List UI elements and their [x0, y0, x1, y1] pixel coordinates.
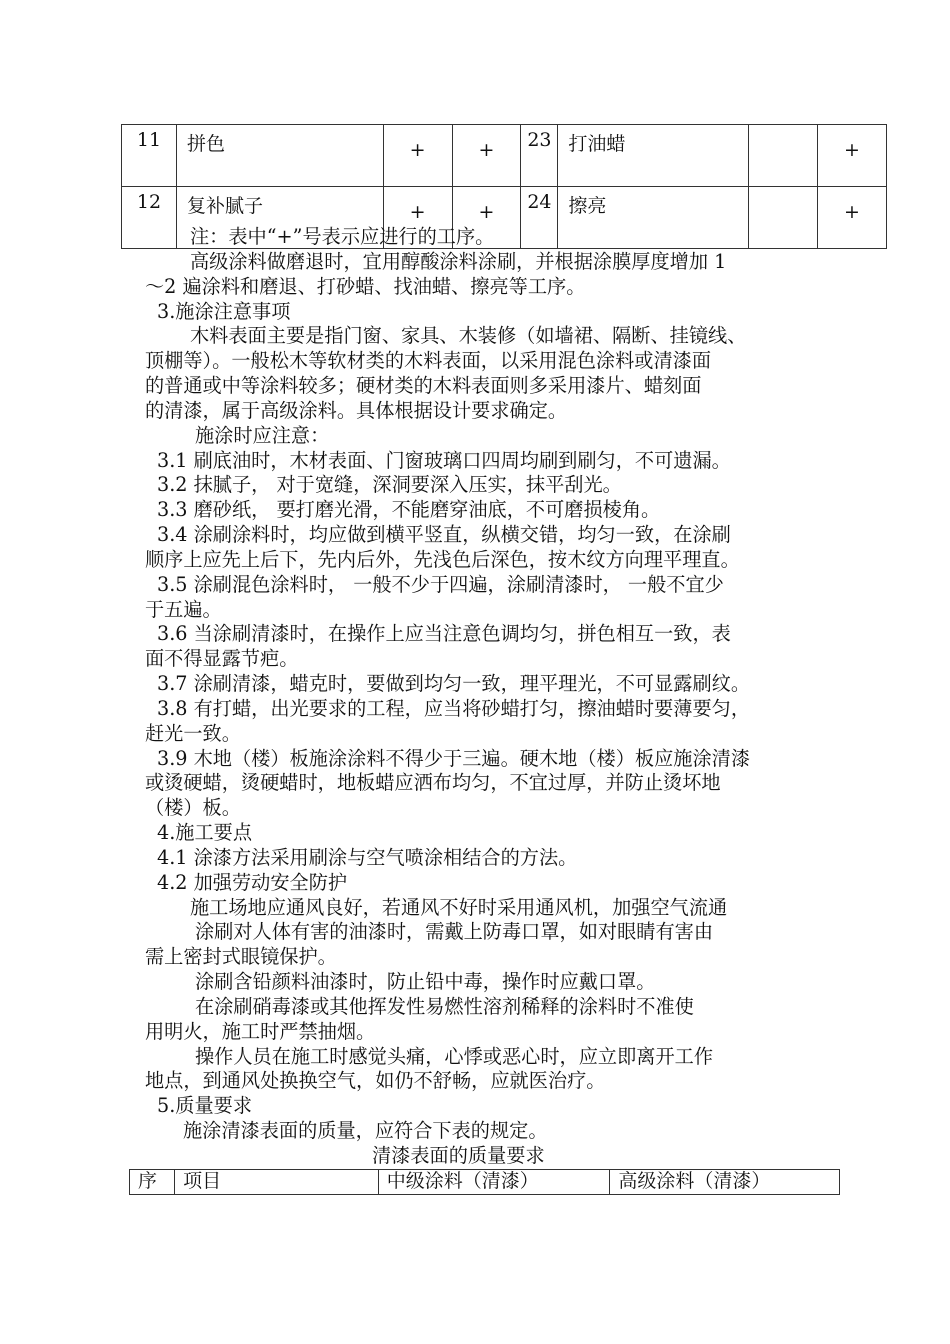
step-name: 擦亮 — [558, 187, 749, 249]
step-mark: + — [452, 125, 521, 187]
quality-table — [129, 1169, 840, 1195]
step-mark: + — [818, 187, 887, 249]
paragraph-line: 4.1 涂漆方法采用刷涂与空气喷涂相结合的方法。 — [157, 846, 578, 869]
paragraph-line: 的普通或中等涂料较多；硬材类的木料表面则多采用漆片、蜡刻面 — [145, 374, 702, 397]
paragraph-line: 顺序上应先上后下，先内后外，先浅色后深色，按木纹方向理平理直。 — [145, 548, 740, 571]
paragraph-line: 用明火，施工时严禁抽烟。 — [145, 1020, 376, 1043]
table-header-row — [130, 1170, 840, 1195]
paragraph-line: 施涂时应注意： — [195, 424, 330, 447]
section-heading: 5.质量要求 — [157, 1094, 253, 1117]
paragraph-line: 3.1 刷底油时，木材表面、门窗玻璃口四周均刷到刷匀，不可遗漏。 — [157, 449, 731, 472]
paragraph-line: 在涂刷硝毒漆或其他挥发性易燃性溶剂稀释的涂料时不准使 — [195, 995, 694, 1018]
paragraph-line: 3.8 有打蜡，出光要求的工程，应当将砂蜡打匀，擦油蜡时要薄要匀， — [157, 697, 751, 720]
paragraph-line: 涂刷对人体有害的油漆时，需戴上防毒口罩，如对眼睛有害由 — [195, 920, 714, 943]
section-heading: 4.施工要点 — [157, 821, 253, 844]
column-header: 项目 — [175, 1170, 379, 1195]
paragraph-line: 施工场地应通风良好，若通风不好时采用通风机，加强空气流通 — [190, 896, 728, 919]
paragraph-line: 顶棚等）。一般松木等软材类的木料表面，以采用混色涂料或清漆面 — [145, 349, 712, 372]
paragraph-line: 3.3 磨砂纸， 要打磨光滑，不能磨穿油底，不可磨损棱角。 — [157, 498, 661, 521]
step-mark — [749, 187, 818, 249]
step-name: 打油蜡 — [558, 125, 749, 187]
paragraph-line: 于五遍。 — [145, 598, 222, 621]
paragraph-line: 的清漆，属于高级涂料。具体根据设计要求确定。 — [145, 399, 568, 422]
paragraph-line: 面不得显露节疤。 — [145, 647, 299, 670]
paragraph-line: ～2 遍涂料和磨退、打砂蜡、找油蜡、擦亮等工序。 — [145, 275, 586, 298]
step-number: 23 — [521, 125, 558, 187]
step-mark: + — [383, 187, 452, 249]
paragraph-line: （楼）板。 — [145, 796, 241, 819]
step-number: 24 — [521, 187, 558, 249]
paragraph-line: 赶光一致。 — [145, 722, 241, 745]
step-number: 12 — [122, 187, 177, 249]
paragraph-line: 3.5 涂刷混色涂料时， 一般不少于四遍，涂刷清漆时， 一般不宜少 — [157, 573, 724, 596]
table-row — [122, 125, 887, 187]
table-caption: 清漆表面的质量要求 — [372, 1144, 545, 1167]
column-header: 高级涂料（清漆） — [610, 1170, 840, 1195]
step-mark: + — [383, 125, 452, 187]
column-header: 中级涂料（清漆） — [378, 1170, 610, 1195]
paragraph-line: 3.4 涂刷涂料时，均应做到横平竖直，纵横交错，均匀一致，在涂刷 — [157, 523, 731, 546]
section-heading: 3.施涂注意事项 — [157, 300, 291, 323]
paragraph-line: 3.6 当涂刷清漆时，在操作上应当注意色调均匀，拼色相互一致，表 — [157, 622, 731, 645]
paragraph-line: 地点，到通风处换换空气，如仍不舒畅，应就医治疗。 — [145, 1069, 606, 1092]
step-name: 拼色 — [176, 125, 383, 187]
paragraph-line: 施涂清漆表面的质量，应符合下表的规定。 — [183, 1119, 548, 1142]
step-mark: + — [452, 187, 521, 249]
paragraph-line: 3.9 木地（楼）板施涂涂料不得少于三遍。硬木地（楼）板应施涂清漆 — [157, 747, 751, 770]
step-number: 11 — [122, 125, 177, 187]
step-mark: + — [818, 125, 887, 187]
step-mark — [749, 125, 818, 187]
note-line: 注：表中“+”号表示应进行的工序。 — [190, 225, 495, 248]
column-header: 序 — [130, 1170, 175, 1195]
paragraph-line: 高级涂料做磨退时，宜用醇酸涂料涂刷，并根据涂膜厚度增加 1 — [190, 250, 727, 273]
paragraph-line: 操作人员在施工时感觉头痛，心悸或恶心时，应立即离开工作 — [195, 1045, 714, 1068]
step-name: 复补腻子 — [176, 187, 383, 249]
paragraph-line: 需上密封式眼镜保护。 — [145, 945, 337, 968]
paragraph-line: 或烫硬蜡，烫硬蜡时，地板蜡应洒布均匀，不宜过厚，并防止烫坏地 — [145, 771, 721, 794]
paragraph-line: 3.2 抹腻子， 对于宽缝，深洞要深入压实，抹平刮光。 — [157, 473, 622, 496]
paragraph-line: 木料表面主要是指门窗、家具、木装修（如墙裙、隔断、挂镜线、 — [190, 324, 747, 347]
paragraph-line: 涂刷含铅颜料油漆时，防止铅中毒，操作时应戴口罩。 — [195, 970, 656, 993]
paragraph-line: 3.7 涂刷清漆，蜡克时，要做到均匀一致，理平理光，不可显露刷纹。 — [157, 672, 751, 695]
paragraph-line: 4.2 加强劳动安全防护 — [157, 871, 348, 894]
